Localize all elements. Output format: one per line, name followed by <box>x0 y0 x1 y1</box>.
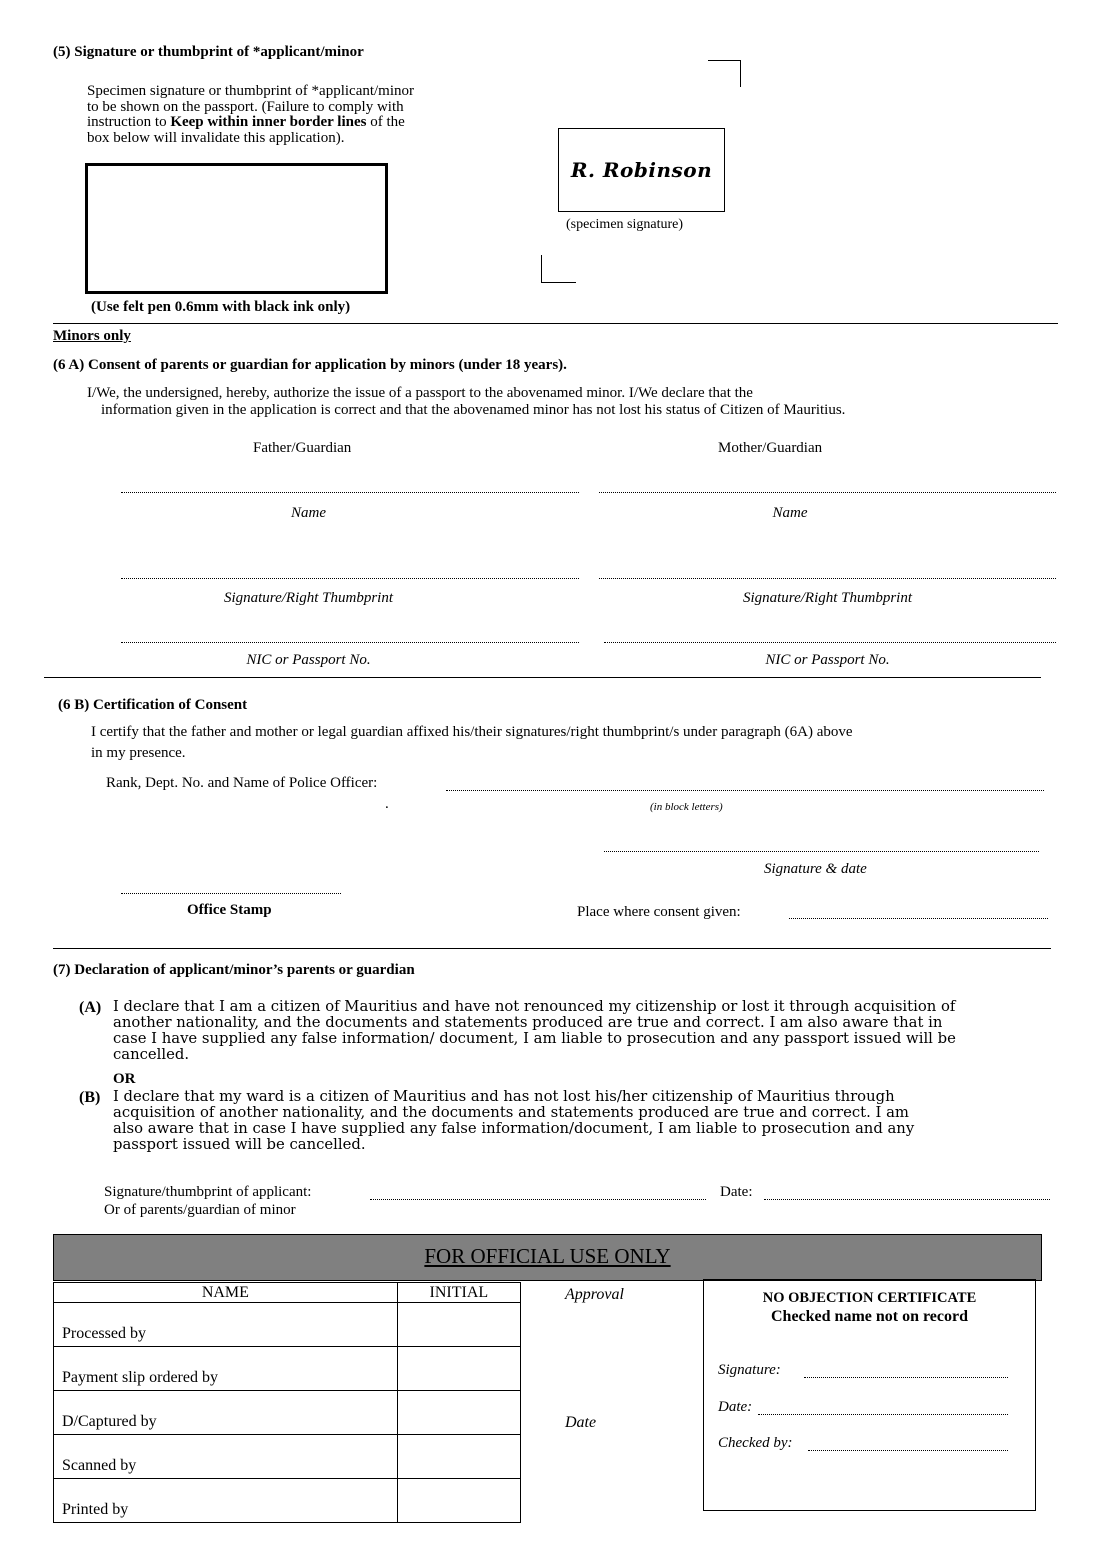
section6b-heading: (6 B) Certification of Consent <box>58 697 248 713</box>
father-name-field[interactable] <box>121 492 579 493</box>
minors-only-label: Minors only <box>53 328 131 344</box>
signature-date-label: Signature & date <box>764 861 867 877</box>
section6a-para-1: I/We, the undersigned, hereby, authorize the issue of a passport to the abovenamed minor. I/We declare that the <box>87 385 753 401</box>
father-signature-field[interactable] <box>121 578 579 579</box>
father-signature-label: Signature/Right Thumbprint <box>223 590 394 606</box>
col-initial-header: INITIAL <box>397 1283 520 1303</box>
noc-date-label: Date: <box>718 1399 753 1415</box>
divider <box>44 677 1041 678</box>
corner-mark-top-right <box>708 60 741 87</box>
section6a-heading: (6 A) Consent of parents or guardian for application by minors (under 18 years). <box>53 357 567 373</box>
place-label: Place where consent given: <box>577 904 741 920</box>
noc-checked-field[interactable] <box>808 1450 1008 1451</box>
mother-nic-label: NIC or Passport No. <box>765 652 890 668</box>
office-stamp-field[interactable] <box>121 893 341 894</box>
table-row: D/Captured by <box>54 1391 398 1435</box>
section7-heading: (7) Declaration of applicant/minor’s parents or guardian <box>53 962 415 978</box>
section5-heading: (5) Signature or thumbprint of *applicant/minor <box>53 44 364 60</box>
instr-emphasis: Keep within inner border lines <box>170 114 367 130</box>
instr-line-2: to be shown on the passport. (Failure to comply with <box>87 98 404 115</box>
signature-box[interactable] <box>85 163 388 294</box>
official-use-title: FOR OFFICIAL USE ONLY <box>424 1244 671 1268</box>
table-row: Payment slip ordered by <box>54 1347 398 1391</box>
mother-name-field[interactable] <box>599 492 1056 493</box>
table-row: Processed by <box>54 1303 398 1347</box>
specimen-caption: (specimen signature) <box>566 217 684 232</box>
instr-line-3: instruction to Keep within inner border lines of the <box>87 114 405 130</box>
initial-cell[interactable] <box>397 1303 520 1347</box>
initial-cell[interactable] <box>397 1347 520 1391</box>
officer-signature-field[interactable] <box>604 851 1039 852</box>
declaration-b: I declare that my ward is a citizen of Mauritius and has not lost his/her citizenship of Mauritius through acquisition of another nationality, and the documents and statements produced are true and correct. I am also aware that in case I have supplied any false information/document, I am liable to prosecution and any passport issued will be cancelled. <box>113 1088 915 1153</box>
divider <box>53 323 1058 324</box>
initial-cell[interactable] <box>397 1435 520 1479</box>
place-field[interactable] <box>789 918 1048 919</box>
approval-label: Approval <box>565 1286 624 1303</box>
father-nic-label: NIC or Passport No. <box>246 652 371 668</box>
date-label: Date <box>565 1414 597 1431</box>
section5-instructions <box>87 84 507 146</box>
declaration-a: I declare that I am a citizen of Mauritius and have not renounced my citizenship or lost it through acquisition of another nationality, and the documents and statements produced are true and correct. I am also aware that in case I have supplied any false information/ document, I am liable to prosecution and any passport issued will be cancelled. <box>113 998 956 1063</box>
specimen-signature-box <box>558 128 725 212</box>
declaration-b-marker: (B) <box>79 1089 101 1106</box>
mother-name-label: Name <box>772 505 808 521</box>
divider <box>53 948 1051 949</box>
officer-label: Rank, Dept. No. and Name of Police Officer: <box>106 775 378 791</box>
declaration-a-marker: (A) <box>79 999 102 1016</box>
mother-label: Mother/Guardian <box>718 440 823 456</box>
noc-signature-label: Signature: <box>718 1362 781 1378</box>
mother-signature-label: Signature/Right Thumbprint <box>742 590 913 606</box>
no-objection-certificate-box <box>703 1279 1036 1511</box>
office-stamp-label: Office Stamp <box>187 902 272 918</box>
official-use-banner <box>53 1234 1042 1281</box>
guardian-signature-label: Or of parents/guardian of minor <box>104 1202 296 1218</box>
father-label: Father/Guardian <box>253 440 352 456</box>
official-use-table <box>53 1282 521 1523</box>
instr-line-4: box below will invalidate this application). <box>87 129 345 146</box>
section6a-para-2: information given in the application is correct and that the abovenamed minor has not lost his status of Citizen of Mauritius. <box>101 402 846 418</box>
block-letters-note: (in block letters) <box>650 801 723 813</box>
table-row: Scanned by <box>54 1435 398 1479</box>
section6b-para-2: in my presence. <box>91 745 186 761</box>
or-label: OR <box>113 1071 136 1087</box>
declaration-date-label: Date: <box>720 1184 753 1200</box>
noc-title: NO OBJECTION CERTIFICATE <box>762 1290 977 1306</box>
noc-subtitle: Checked name not on record <box>770 1308 969 1325</box>
noc-checked-label: Checked by: <box>718 1435 793 1451</box>
stray-period: . <box>385 796 389 812</box>
initial-cell[interactable] <box>397 1479 520 1523</box>
mother-signature-field[interactable] <box>599 578 1056 579</box>
father-nic-field[interactable] <box>121 642 579 643</box>
applicant-signature-field[interactable] <box>370 1199 706 1200</box>
section6b-para-1: I certify that the father and mother or legal guardian affixed his/their signatures/right thumbprint/s under paragraph (6A) above <box>91 724 853 740</box>
initial-cell[interactable] <box>397 1391 520 1435</box>
instr-line-1: Specimen signature or thumbprint of *applicant/minor <box>87 83 415 99</box>
applicant-signature-label: Signature/thumbprint of applicant: <box>104 1184 312 1200</box>
col-name-header: NAME <box>54 1283 398 1303</box>
corner-mark-bottom-left <box>541 255 576 283</box>
declaration-date-field[interactable] <box>764 1199 1050 1200</box>
father-name-label: Name <box>291 505 326 521</box>
pen-note: (Use felt pen 0.6mm with black ink only) <box>91 299 351 315</box>
mother-nic-field[interactable] <box>604 642 1056 643</box>
specimen-signature: R. Robinson <box>570 158 713 182</box>
officer-field[interactable] <box>446 790 1044 791</box>
table-row: Printed by <box>54 1479 398 1523</box>
noc-signature-field[interactable] <box>804 1377 1008 1378</box>
noc-date-field[interactable] <box>758 1414 1008 1415</box>
